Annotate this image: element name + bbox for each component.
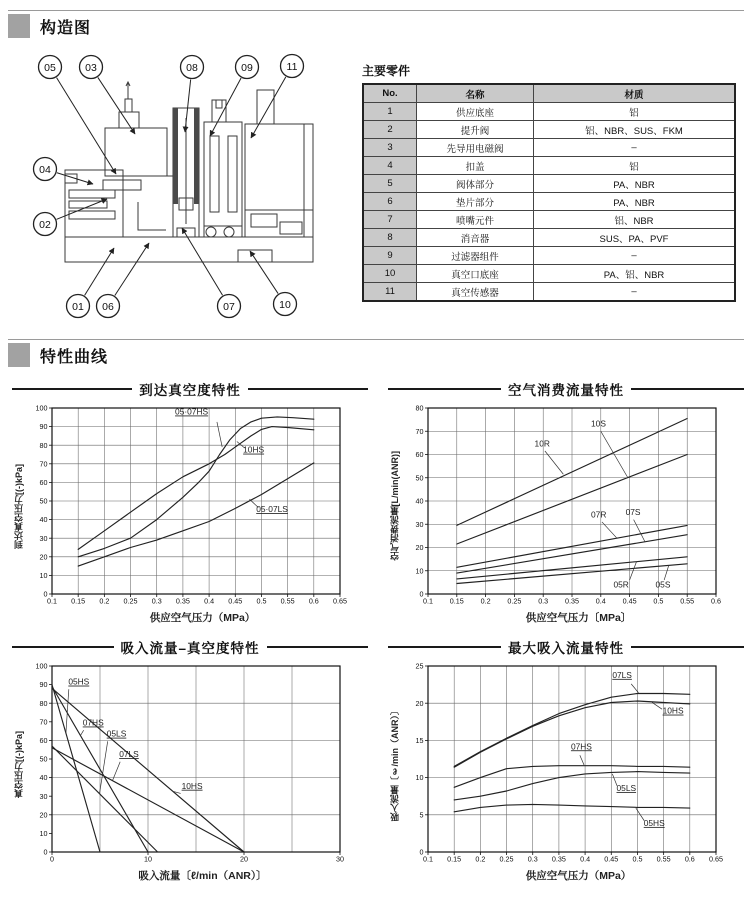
y-tick-label: 40 [415, 496, 424, 506]
part-no: 2 [363, 121, 417, 139]
series-label: 05R [613, 579, 629, 590]
y-tick-label: 15 [415, 736, 424, 745]
x-tick-label: 0.45 [228, 596, 243, 606]
parts-table [362, 83, 736, 302]
part-no: 5 [363, 175, 417, 193]
part-material: – [534, 247, 736, 265]
part-name: 垫片部分 [417, 193, 534, 211]
part-no: 1 [363, 103, 417, 121]
table-row [363, 103, 735, 121]
x-tick-label: 0.25 [499, 854, 514, 864]
series-label: 10HS [662, 705, 684, 716]
x-axis-label: 供应空气压力（MPa） [149, 612, 256, 624]
chart-title [388, 379, 744, 399]
parts-panel [362, 62, 736, 329]
x-tick-label: 0.2 [475, 854, 486, 864]
y-tick-label: 25 [415, 661, 424, 671]
chart-4 [388, 637, 744, 883]
x-tick-label: 0.65 [333, 596, 347, 606]
y-tick-label: 30 [39, 791, 48, 801]
charts-grid [8, 379, 746, 883]
table-row [363, 121, 735, 139]
cross-section-drawing [65, 82, 313, 262]
x-tick-label: 0.15 [449, 596, 464, 606]
parts-table-header-row [363, 84, 735, 103]
y-tick-label: 70 [39, 459, 48, 469]
chart-plot [403, 401, 727, 611]
series-label: 07S [625, 506, 641, 517]
x-tick-label: 0.15 [71, 596, 86, 606]
chart-3 [12, 637, 368, 883]
y-tick-label: 0 [419, 589, 424, 599]
x-tick-label: 0.6 [684, 854, 695, 864]
x-tick-label: 0.3 [538, 596, 549, 606]
x-tick-label: 0.55 [656, 854, 671, 864]
parts-col-header: 材质 [534, 84, 736, 103]
part-name: 真空传感器 [417, 283, 534, 302]
x-tick-label: 0.6 [308, 596, 319, 606]
x-tick-label: 10 [144, 854, 152, 864]
series-label: 07LS [119, 749, 139, 760]
x-tick-label: 0.45 [622, 596, 637, 606]
chart-2 [388, 379, 744, 625]
y-tick-label: 100 [35, 661, 48, 671]
title-rule [388, 646, 501, 648]
part-no: 7 [363, 211, 417, 229]
y-tick-label: 20 [415, 543, 424, 553]
callout-leader [251, 77, 286, 138]
parts-col-header: 名称 [417, 84, 534, 103]
x-tick-label: 0.5 [256, 596, 267, 606]
series-05LS [454, 772, 690, 800]
y-axis-label: 到达真空压力[(-)kPa] [14, 463, 24, 549]
series-label: 05HS [68, 676, 90, 687]
callout-number: 10 [279, 298, 291, 311]
structure-diagram [8, 52, 352, 324]
label-leader [217, 422, 222, 447]
part-material: 铝 [534, 157, 736, 175]
y-tick-label: 40 [39, 515, 48, 525]
x-tick-label: 0.35 [175, 596, 190, 606]
part-name: 先导用电磁阀 [417, 139, 534, 157]
x-tick-label: 20 [240, 854, 248, 864]
section-header-structure [8, 10, 744, 38]
label-leader [80, 730, 83, 736]
structure-section-title: 构造图 [40, 19, 92, 37]
part-no: 3 [363, 139, 417, 157]
chart-title-text: 空气消费流量特性 [508, 383, 624, 398]
chart-title [388, 637, 744, 657]
part-material: SUS、PA、PVF [534, 229, 736, 247]
y-tick-label: 0 [419, 847, 424, 857]
y-tick-label: 10 [415, 566, 424, 576]
y-axis-label: 吸入流量〔ℓ/min（ANR）〕 [390, 706, 400, 822]
chart-title [12, 637, 368, 657]
y-tick-label: 10 [39, 571, 48, 580]
y-tick-label: 20 [39, 810, 48, 820]
callout-number: 09 [241, 61, 253, 74]
part-no: 11 [363, 283, 417, 302]
y-tick-label: 100 [35, 403, 48, 413]
table-row [363, 211, 735, 229]
part-name: 真空口底座 [417, 265, 534, 283]
part-material: – [534, 139, 736, 157]
series-05HS [52, 685, 100, 852]
x-tick-label: 0.25 [507, 596, 522, 606]
y-tick-label: 80 [39, 440, 48, 450]
y-tick-label: 90 [39, 680, 48, 690]
series-label: 05·07LS [256, 504, 288, 515]
table-row [363, 157, 735, 175]
x-tick-label: 0.35 [551, 854, 566, 864]
chart-plot [403, 659, 727, 869]
y-tick-label: 80 [39, 698, 48, 708]
series-label: 05S [655, 579, 671, 590]
table-row [363, 265, 735, 283]
part-no: 4 [363, 157, 417, 175]
callout-number: 11 [286, 60, 298, 73]
label-leader [100, 741, 108, 793]
x-axis-label: 供应空气压力（MPa） [525, 870, 632, 882]
label-leader [580, 755, 584, 765]
series-label: 10S [591, 418, 606, 429]
title-rule [631, 388, 744, 390]
y-tick-label: 70 [415, 426, 424, 436]
x-axis-label: 吸入流量〔ℓ/min（ANR）〕 [138, 870, 267, 882]
y-tick-label: 20 [415, 698, 424, 708]
chart-1 [12, 379, 368, 625]
y-tick-label: 50 [39, 754, 48, 764]
title-rule [12, 388, 132, 390]
table-row [363, 193, 735, 211]
structure-section [8, 52, 746, 329]
y-tick-label: 30 [39, 533, 48, 543]
y-tick-label: 50 [39, 496, 48, 506]
y-tick-label: 0 [43, 847, 48, 857]
section-header-curves [8, 339, 744, 367]
y-tick-label: 10 [415, 773, 424, 783]
x-axis-label: 供应空气压力〔MPa〕 [525, 612, 632, 624]
x-tick-label: 0.55 [280, 596, 295, 606]
y-tick-label: 60 [39, 478, 48, 487]
title-rule [267, 646, 369, 648]
callout-leader [57, 199, 107, 219]
part-no: 8 [363, 229, 417, 247]
part-name: 阀体部分 [417, 175, 534, 193]
part-name: 喷嘴元件 [417, 211, 534, 229]
table-row [363, 229, 735, 247]
callout-number: 07 [223, 300, 235, 313]
part-name: 提升阀 [417, 121, 534, 139]
chart-title [12, 379, 368, 399]
callout-number: 04 [39, 163, 51, 176]
table-row [363, 247, 735, 265]
part-name: 扣盖 [417, 157, 534, 175]
series-label: 05HS [643, 817, 665, 828]
label-leader [634, 520, 646, 543]
x-tick-label: 0.2 [480, 596, 491, 606]
part-no: 10 [363, 265, 417, 283]
parts-col-header: No. [363, 84, 417, 103]
x-tick-label: 0.1 [423, 596, 433, 606]
callout-number: 02 [39, 218, 51, 231]
callout-number: 06 [102, 300, 114, 313]
part-material: 铝、NBR [534, 211, 736, 229]
x-tick-label: 0.4 [580, 854, 591, 864]
chart-plot [27, 401, 351, 611]
chart-title-text: 最大吸入流量特性 [508, 641, 624, 656]
y-tick-label: 10 [39, 829, 48, 838]
y-tick-label: 80 [415, 403, 424, 413]
series-label: 07LS [612, 669, 632, 680]
callout-number: 08 [186, 61, 198, 74]
part-material: PA、铝、NBR [534, 265, 736, 283]
x-tick-label: 0.65 [709, 854, 723, 864]
part-material: 铝 [534, 103, 736, 121]
section-bullet-icon [8, 343, 30, 367]
curves-section-title: 特性曲线 [40, 348, 109, 366]
chart-title-text: 吸入流量–真空度特性 [120, 641, 260, 656]
x-tick-label: 30 [336, 854, 344, 864]
title-rule [388, 388, 501, 390]
y-tick-label: 90 [39, 422, 48, 432]
table-row [363, 139, 735, 157]
series-05·07LS [78, 463, 314, 566]
callout-number: 03 [85, 61, 97, 74]
series-label: 07HS [82, 717, 104, 728]
chart-plot [27, 659, 351, 869]
part-material: – [534, 283, 736, 302]
callout-leader [210, 78, 241, 136]
part-material: 铝、NBR、SUS、FKM [534, 121, 736, 139]
table-row [363, 283, 735, 302]
series-07HS [454, 766, 690, 788]
series-label: 05·07HS [175, 406, 209, 417]
x-tick-label: 0.4 [204, 596, 215, 606]
series-label: 05LS [106, 728, 127, 739]
y-tick-label: 50 [415, 473, 424, 483]
y-tick-label: 0 [43, 589, 48, 599]
chart-title-text: 到达真空度特性 [139, 383, 241, 398]
callout-number: 01 [72, 300, 84, 313]
part-material: PA、NBR [534, 193, 736, 211]
y-tick-label: 30 [415, 519, 424, 529]
parts-table-title: 主要零件 [362, 64, 411, 78]
x-tick-label: 0.4 [595, 596, 606, 606]
part-name: 消音器 [417, 229, 534, 247]
x-tick-label: 0 [50, 854, 54, 864]
series-label: 07R [591, 509, 607, 520]
x-tick-label: 0.1 [423, 854, 433, 864]
x-tick-label: 0.2 [99, 596, 110, 606]
y-tick-label: 5 [419, 810, 424, 820]
x-tick-label: 0.15 [447, 854, 462, 864]
series-label: 10HS [181, 780, 203, 791]
series-10HS [454, 701, 690, 767]
y-tick-label: 40 [39, 773, 48, 783]
label-leader [664, 565, 669, 580]
title-rule [631, 646, 744, 648]
part-material: PA、NBR [534, 175, 736, 193]
part-name: 过滤器组件 [417, 247, 534, 265]
callout-leader [185, 79, 191, 132]
x-tick-label: 0.1 [47, 596, 57, 606]
series-label: 10HS [243, 444, 265, 455]
series-label: 05LS [616, 782, 637, 793]
y-tick-label: 20 [39, 552, 48, 562]
series-label: 07HS [570, 741, 592, 752]
part-no: 6 [363, 193, 417, 211]
x-tick-label: 0.35 [565, 596, 579, 606]
y-axis-label: 真空压力[(-)kPa] [14, 730, 24, 798]
x-tick-label: 0.55 [680, 596, 695, 606]
x-tick-label: 0.6 [711, 596, 721, 606]
series-label: 10R [534, 438, 550, 449]
y-tick-label: 60 [415, 450, 424, 460]
table-row [363, 175, 735, 193]
x-tick-label: 0.5 [632, 854, 643, 864]
structure-diagram-wrap [8, 52, 352, 329]
y-tick-label: 60 [39, 736, 48, 745]
y-tick-label: 70 [39, 717, 48, 727]
title-rule [12, 646, 114, 648]
x-tick-label: 0.5 [653, 596, 664, 606]
callout-leader [115, 243, 149, 296]
series-05HS [454, 804, 690, 811]
x-tick-label: 0.3 [527, 854, 538, 864]
x-tick-label: 0.3 [151, 596, 162, 606]
x-tick-label: 0.25 [123, 596, 138, 606]
part-no: 9 [363, 247, 417, 265]
section-bullet-icon [8, 14, 30, 38]
title-rule [248, 388, 368, 390]
part-name: 供应底座 [417, 103, 534, 121]
x-tick-label: 0.45 [604, 854, 619, 864]
y-axis-label: 空气消费流量[L/min(ANR)] [390, 451, 400, 561]
series-05·07HS [78, 417, 314, 557]
callout-number: 05 [44, 61, 56, 74]
callout-leader [85, 248, 114, 295]
callout-leader [250, 251, 278, 294]
